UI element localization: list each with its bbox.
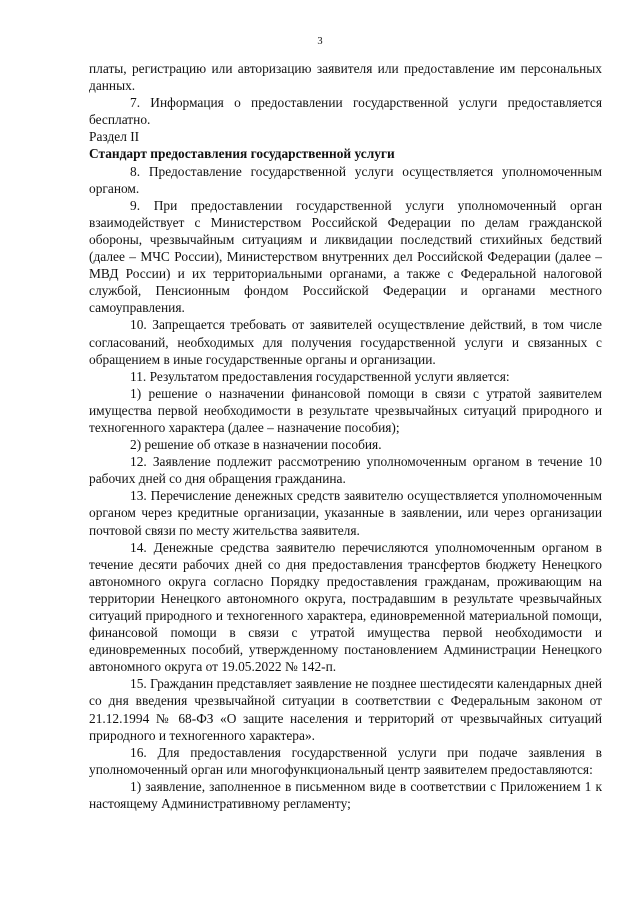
paragraph-16-item-1: 1) заявление, заполненное в письменном виде в соответствии с Приложением 1 к настоящему Административному регламенту;	[89, 778, 602, 812]
paragraph-15: 15. Гражданин представляет заявление не позднее шестидесяти календарных дней со дня введения чрезвычайной ситуации в соответствии с Федеральным законом от 21.12.1994 № 68-ФЗ «О защите населения и территорий от чрезвычайных ситуаций природного и техногенного характера».	[89, 676, 602, 743]
page-number: 3	[317, 36, 323, 47]
paragraph-11-item-1: 1) решение о назначении финансовой помощи в связи с утратой заявителем имущества первой необходимости в результате чрезвычайных ситуаций природного и техногенного характера (далее – назначение пособия);	[89, 385, 602, 435]
paragraph-9: 9. При предоставлении государственной услуги уполномоченный орган взаимодействует с Министерством Российской Федерации по делам гражданской обороны, чрезвычайным ситуациям и ликвидации последствий стихийных бедствий (далее – МЧС России), Министерством внутренних дел Российской Федерации (далее – МВД России) и их территориальными органами, а также с Федеральной налоговой службой, Пенсионным фондом Российской Федерации и органами местного самоуправления.	[89, 197, 602, 316]
paragraph-7: 7. Информация о предоставлении государственной услуги предоставляется бесплатно.	[89, 95, 602, 128]
section-heading: Стандарт предоставления государственной услуги	[89, 146, 395, 162]
paragraph-16: 16. Для предоставления государственной услуги при подаче заявления в уполномоченный орган или многофункциональный центр заявителем предоставляются:	[89, 744, 602, 777]
document-body	[89, 60, 602, 812]
paragraph-13: 13. Перечисление денежных средств заявителю осуществляется уполномоченным органом через кредитные организации, указанные в заявлении, или через организации почтовой связи по месту жительства заявителя.	[89, 488, 602, 538]
paragraph-10: 10. Запрещается требовать от заявителей осуществление действий, в том числе согласований, необходимых для получения государственной услуги и связанных с обращением в иные государственные органы и организации.	[89, 317, 602, 367]
paragraph-8: 8. Предоставление государственной услуги осуществляется уполномоченным органом.	[89, 163, 602, 196]
paragraph-11-item-2: 2) решение об отказе в назначении пособия.	[130, 437, 382, 453]
paragraph-11: 11. Результатом предоставления государственной услуги является:	[130, 368, 510, 384]
paragraph-14: 14. Денежные средства заявителю перечисляются уполномоченным органом в течение десяти рабочих дней со дня предоставления трансфертов бюджету Ненецкого автономного округа согласно Порядку предоставления гражданам, проживающим на территории Ненецкого автономного округа, пострадавшим в результате чрезвычайных ситуаций природного и техногенного характера, единовременной материальной помощи, финансовой помощи в связи с утратой имущества первой необходимости и единовременных пособий, утвержденному постановлением Администрации Ненецкого автономного округа от 19.05.2022 № 142-п.	[89, 539, 602, 675]
section-title: Раздел II	[89, 129, 140, 145]
paragraph-12: 12. Заявление подлежит рассмотрению уполномоченным органом в течение 10 рабочих дней со дня обращения гражданина.	[89, 454, 602, 487]
paragraph-continuation: платы, регистрацию или авторизацию заявителя или предоставление им персональных данных.	[89, 61, 602, 94]
